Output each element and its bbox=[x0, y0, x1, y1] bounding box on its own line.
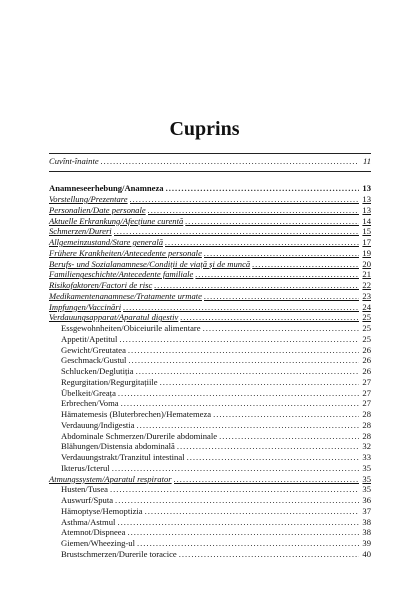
toc-entry-label: Verdauungsapparat/Aparatul digestiv bbox=[49, 312, 179, 323]
dot-leader bbox=[119, 334, 359, 345]
toc-entry-page: 40 bbox=[362, 548, 371, 559]
dot-leader bbox=[165, 237, 359, 248]
divider-top bbox=[49, 153, 371, 154]
dot-leader bbox=[112, 463, 359, 474]
toc-entry-page: 38 bbox=[362, 527, 371, 538]
toc-subentry[interactable] bbox=[61, 355, 371, 366]
toc-entry-page: 27 bbox=[362, 376, 371, 387]
toc-entry-label: Blähungen/Distensia abdominală bbox=[61, 441, 175, 452]
toc-subentry[interactable] bbox=[61, 420, 371, 431]
toc-subentry[interactable] bbox=[61, 463, 371, 474]
toc-entry-page: 25 bbox=[362, 333, 371, 344]
toc-subentry[interactable] bbox=[61, 538, 371, 549]
toc-entry[interactable] bbox=[49, 474, 371, 485]
toc-subentry[interactable] bbox=[61, 549, 371, 560]
toc-entry-page: 23 bbox=[362, 290, 371, 301]
toc-subentry[interactable] bbox=[61, 431, 371, 442]
toc-entry-page: 37 bbox=[362, 505, 371, 516]
toc-entry-label: Geschmack/Gustul bbox=[61, 355, 127, 366]
toc-entry-label: Vorstellung/Prezentare bbox=[49, 194, 128, 204]
dot-leader bbox=[137, 538, 359, 549]
toc-subentry[interactable] bbox=[61, 334, 371, 345]
toc-entry-label: Atemnot/Dispneea bbox=[61, 527, 126, 538]
toc-entry-page: 25 bbox=[362, 323, 371, 333]
toc-entry-page: 27 bbox=[362, 387, 371, 398]
toc-entry-label: Husten/Tusea bbox=[61, 484, 108, 495]
dot-leader bbox=[160, 377, 359, 388]
toc-entry-page: 36 bbox=[362, 495, 371, 505]
dot-leader bbox=[118, 388, 359, 399]
toc-entry-page: 25 bbox=[362, 312, 371, 323]
toc-entry-label: Allgemeinzustand/Stare generală bbox=[49, 237, 164, 247]
toc-entry-label: Medikamentenanamnese/Tratamente urmate bbox=[49, 290, 202, 301]
toc-entry-label: Aktuelle Erkrankung/Afecțiune curentă bbox=[49, 215, 184, 226]
dot-leader bbox=[177, 441, 359, 452]
toc-subentry[interactable] bbox=[61, 495, 371, 506]
toc-entry-page: 26 bbox=[362, 355, 371, 366]
toc-subentry[interactable] bbox=[61, 452, 371, 463]
toc-entry-label: Brustschmerzen/Durerile toracice bbox=[61, 548, 177, 559]
toc-entry-page: 35 bbox=[362, 484, 371, 495]
dot-leader bbox=[204, 291, 359, 302]
toc-entry-page: 39 bbox=[362, 538, 371, 548]
toc-subentry[interactable] bbox=[61, 484, 371, 495]
dot-leader bbox=[174, 474, 359, 485]
toc-entry[interactable] bbox=[49, 237, 371, 248]
toc-entry-label: Schlucken/Deglutiția bbox=[61, 366, 134, 376]
toc-entry-label: Übelkeit/Greața bbox=[61, 387, 116, 398]
toc-entry-label: Frühere Krankheiten/Antecedente personale bbox=[49, 247, 202, 258]
dot-leader bbox=[187, 452, 359, 463]
toc-entry-label: Impfungen/Vaccinări bbox=[49, 301, 122, 312]
toc-entry[interactable] bbox=[49, 259, 371, 270]
toc-entry-page: 13 bbox=[362, 194, 371, 204]
toc-entry[interactable] bbox=[49, 194, 371, 205]
toc-entry-label: Giemen/Wheezing-ul bbox=[61, 538, 135, 548]
dot-leader bbox=[204, 248, 359, 259]
toc-entry-page: 22 bbox=[362, 280, 371, 290]
toc-entry-page: 14 bbox=[362, 215, 371, 226]
dot-leader bbox=[179, 549, 359, 560]
dot-leader bbox=[101, 156, 359, 167]
toc-subentry[interactable] bbox=[61, 377, 371, 388]
dot-leader bbox=[114, 226, 359, 237]
dot-leader bbox=[121, 398, 359, 409]
toc-subentry[interactable] bbox=[61, 517, 371, 528]
toc-entry-page: 32 bbox=[362, 441, 371, 452]
toc-entry-label: Verdauungstrakt/Tranzitul intestinal bbox=[61, 452, 185, 462]
toc-entry-label: Personalien/Date personale bbox=[49, 204, 146, 215]
toc-entry-page: 13 bbox=[362, 183, 371, 193]
toc-entry-label: Auswurf/Sputa bbox=[61, 495, 114, 505]
toc-entry-page: 28 bbox=[362, 430, 371, 441]
toc-entry-label: Atmungssystem/Aparatul respirator bbox=[49, 473, 172, 484]
toc-entry[interactable] bbox=[49, 248, 371, 259]
dot-leader bbox=[185, 216, 359, 227]
toc-subentry[interactable] bbox=[61, 388, 371, 399]
toc-entry-page: 17 bbox=[362, 237, 371, 247]
toc-subentry[interactable] bbox=[61, 398, 371, 409]
toc-entry-page: 35 bbox=[362, 462, 371, 473]
toc-entry-label: Berufs- und Sozialanamnese/Condiții de viață și de muncă bbox=[49, 258, 251, 269]
dot-leader bbox=[252, 259, 359, 270]
dot-leader bbox=[203, 323, 359, 334]
toc-entry[interactable] bbox=[49, 291, 371, 302]
toc-entry-label: Hämatemesis (Bluterbrechen)/Hematemeza bbox=[61, 409, 212, 419]
dot-leader bbox=[130, 194, 359, 205]
toc-subentry[interactable] bbox=[61, 366, 371, 377]
dot-leader bbox=[213, 409, 359, 420]
dot-leader bbox=[137, 420, 359, 431]
dot-leader bbox=[154, 280, 359, 291]
toc-subentry[interactable] bbox=[61, 409, 371, 420]
toc-entry[interactable] bbox=[49, 280, 371, 291]
toc-entry-label: Anamneseerhebung/Anamneza bbox=[49, 183, 164, 193]
toc-entry[interactable] bbox=[49, 302, 371, 313]
toc-entry-label: Cuvînt-înainte bbox=[49, 156, 99, 166]
toc-entry-label: Regurgitation/Regurgitațiile bbox=[61, 376, 158, 387]
dot-leader bbox=[128, 355, 359, 366]
dot-leader bbox=[136, 366, 359, 377]
dot-leader bbox=[195, 269, 359, 280]
toc-entry-label: Gewicht/Greutatea bbox=[61, 344, 126, 355]
toc-entry-label: Ikterus/Icterul bbox=[61, 462, 110, 473]
dot-leader bbox=[219, 431, 359, 442]
dot-leader bbox=[145, 506, 359, 517]
page-title: Cuprins bbox=[169, 118, 240, 140]
toc-entry-page: 28 bbox=[362, 409, 371, 419]
toc-subentry[interactable] bbox=[61, 345, 371, 356]
toc-section-heading[interactable] bbox=[49, 183, 371, 194]
toc-subentry[interactable] bbox=[61, 323, 371, 334]
toc-entry-page: 13 bbox=[362, 204, 371, 215]
dot-leader bbox=[128, 345, 359, 356]
toc-entry-preface[interactable] bbox=[49, 156, 371, 167]
toc-entry-page: 11 bbox=[363, 156, 371, 166]
toc-subentry[interactable] bbox=[61, 441, 371, 452]
toc-entry-page: 15 bbox=[362, 226, 371, 237]
toc-entry-label: Essgewohnheiten/Obiceiurile alimentare bbox=[61, 323, 201, 333]
toc-entry-label: Asthma/Astmul bbox=[61, 516, 116, 527]
dot-leader bbox=[117, 517, 359, 528]
toc-entry-page: 27 bbox=[362, 398, 371, 409]
toc-entry[interactable] bbox=[49, 312, 371, 323]
toc-entry-label: Verdauung/Indigestia bbox=[61, 419, 135, 430]
toc-entry-label: Appetit/Apetitul bbox=[61, 333, 118, 344]
toc-entry-label: Hämoptyse/Hemoptizia bbox=[61, 505, 143, 516]
dot-leader bbox=[123, 302, 359, 313]
toc-subentry[interactable] bbox=[61, 527, 371, 538]
toc-entry-label: Schmerzen/Dureri bbox=[49, 226, 112, 237]
toc-entry-label: Risikofaktoren/Factori de risc bbox=[49, 280, 153, 290]
toc-entry[interactable] bbox=[49, 226, 371, 237]
toc-entry-page: 28 bbox=[362, 419, 371, 430]
toc-entry-page: 24 bbox=[362, 301, 371, 312]
toc-entry-label: Familiengeschichte/Antecedente familiale bbox=[49, 269, 194, 280]
toc-entry[interactable] bbox=[49, 269, 371, 280]
dot-leader bbox=[180, 312, 359, 323]
toc-entry-label: Abdominale Schmerzen/Durerile abdominale bbox=[61, 430, 218, 441]
toc-entry-page: 19 bbox=[362, 247, 371, 258]
dot-leader bbox=[127, 527, 359, 538]
toc-entry[interactable] bbox=[49, 216, 371, 227]
dot-leader bbox=[110, 484, 359, 495]
dot-leader bbox=[166, 183, 359, 194]
toc-entry-page: 35 bbox=[362, 473, 371, 484]
toc-entry-label: Erbrechen/Voma bbox=[61, 398, 119, 409]
toc-entry-page: 20 bbox=[362, 258, 371, 269]
dot-leader bbox=[115, 495, 359, 506]
divider-bottom bbox=[49, 171, 371, 172]
toc-entry-page: 26 bbox=[362, 344, 371, 355]
toc-entry-page: 33 bbox=[362, 452, 371, 462]
toc-subentry[interactable] bbox=[61, 506, 371, 517]
toc-entry-page: 26 bbox=[362, 366, 371, 376]
toc-entry-page: 38 bbox=[362, 516, 371, 527]
toc-entry[interactable] bbox=[49, 205, 371, 216]
toc-entry-page: 21 bbox=[362, 269, 371, 280]
dot-leader bbox=[148, 205, 359, 216]
